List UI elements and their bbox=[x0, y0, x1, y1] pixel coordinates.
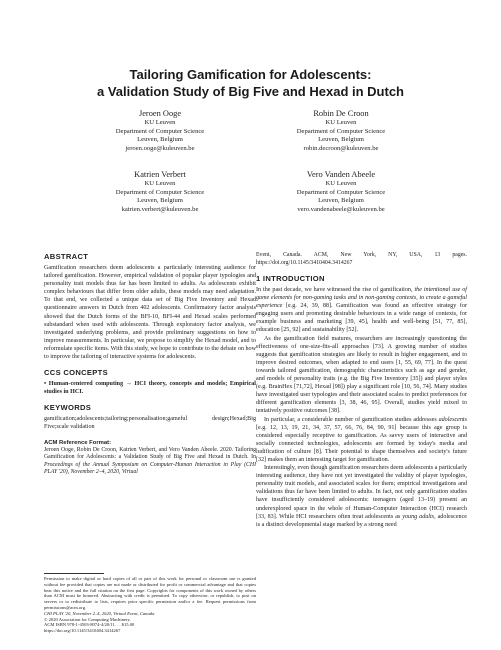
author-name: Katrien Verbert bbox=[134, 170, 186, 179]
abstract-heading: ABSTRACT bbox=[44, 252, 89, 261]
intro-p1-emphasis: the intentional use of game elements for non-gaming tasks and in non-gaming contexts, to create a gameful experience bbox=[256, 287, 467, 310]
author-email[interactable]: vero.vandenabeele@kuleuven.be bbox=[297, 205, 385, 213]
acm-reference-text bbox=[44, 447, 256, 477]
author-affiliation: KU Leuven bbox=[144, 119, 176, 126]
author-department: Department of Computer Science bbox=[115, 127, 205, 135]
author-affiliation: KU Leuven bbox=[144, 180, 176, 187]
author-email[interactable]: katrien.verbert@kuleuven.be bbox=[121, 205, 199, 213]
author-name: Vero Vanden Abeele bbox=[306, 170, 376, 179]
intro-p3-text-cont: [e.g. 12, 13, 19, 21, 34, 37, 57, 66, 76, 84, 90, 91] because this age group is considered especially receptive to gamification. As savvy users of interactive and socially connected technologies, adolescents are formed by today's media and ludification of culture [8]. Their potential to shape themselves and society's future [32] makes them an interesting target for gamification. bbox=[256, 424, 467, 463]
author-block-4 bbox=[251, 169, 431, 214]
author-affiliation: KU Leuven bbox=[325, 119, 357, 126]
intro-p3-text: In particular, a considerable number of gamification studies addresses bbox=[264, 416, 439, 423]
author-block-1 bbox=[70, 108, 250, 153]
intro-p1-text-cont: [e.g. 24, 39, 88]. Gamification was found an effective strategy for engaging users and promoting desirable behaviours in a wide range of contexts, for example business and marketing [39, 45], health and well-being [51, 77, 85], education [25, 92] and sustainability [52]. bbox=[256, 303, 467, 334]
title-line-2: a Validation Study of Big Five and Hexad in Dutch bbox=[97, 84, 404, 99]
intro-paragraph-1 bbox=[256, 286, 467, 335]
permission-venue: CHI PLAY '20, November 2–4, 2020, Virtual Event, Canada bbox=[44, 610, 155, 616]
introduction-heading: 1 INTRODUCTION bbox=[256, 274, 325, 283]
keywords-heading: KEYWORDS bbox=[44, 403, 92, 413]
permission-isbn: ACM ISBN 978-1-4503-8074-4/20/11. . . $15.00 bbox=[44, 622, 135, 628]
intro-p4-text-cont: , adolescence is a distinct developmental stage marked by a strong need bbox=[256, 513, 467, 528]
title-line-1: Tailoring Gamification for Adolescents: bbox=[129, 67, 372, 82]
author-department: Department of Computer Science bbox=[296, 188, 386, 196]
author-block-2 bbox=[251, 108, 431, 153]
author-location: Leuven, Belgium bbox=[137, 136, 183, 144]
intro-p4-text: Interestingly, even though gamification researchers deem adolescents a particularly interesting audience, they have not yet investigated the validity of player typologies, personality trait models, and associated scales for them; empirical investigations and validations thus far have been limited to adults. In fact, not only gamification studies have insufficiently considered adolescents: teenagers (aged 13–19) present an underexplored space in the whole of Human-Computer Interaction (HCI) research [33, 83]. While HCI researchers often treat adolescents as bbox=[256, 465, 467, 520]
author-department: Department of Computer Science bbox=[115, 188, 205, 196]
author-location: Leuven, Belgium bbox=[137, 197, 183, 205]
keywords-text: gamification;adolescents;tailoring;personalisation;gameful design;Hexad;Big Five;scale validation bbox=[44, 416, 256, 431]
acm-reference-authors: Jeroen Ooge, Robin De Croon, Katrien Verbert, and Vero Vanden Abeele. 2020. Tailoring Gamification for Adolescents: a Validation Study of Big Five and Hexad in Dutch. In bbox=[44, 446, 256, 460]
left-column bbox=[44, 252, 256, 477]
author-email[interactable]: robin.decroon@kuleuven.be bbox=[303, 144, 379, 152]
author-name: Robin De Croon bbox=[313, 109, 369, 118]
intro-paragraph-3 bbox=[256, 416, 467, 465]
permission-doi[interactable]: https://doi.org/10.1145/3410404.3414267 bbox=[44, 628, 121, 634]
author-location: Leuven, Belgium bbox=[318, 197, 364, 205]
ccs-heading: CCS CONCEPTS bbox=[44, 368, 108, 378]
permission-copyright: © 2020 Association for Computing Machinery. bbox=[44, 616, 131, 622]
permission-block bbox=[44, 573, 256, 634]
intro-paragraph-4 bbox=[256, 464, 467, 529]
permission-text: Permission to make digital or hard copies of all or part of this work for personal or classroom use is granted without fee provided that copies are not made or distributed for profit or commercial advantage and that copies bear this notice and the full citation on the first page. Copyrights for components of this work owned by others than ACM must be honored. Abstracting with credit is permitted. To copy otherwise, or republish, to post on servers or to redistribute to lists, requires prior specific permission and/or a fee. Request permissions from permissions@acm.org. bbox=[44, 576, 256, 610]
author-affiliation: KU Leuven bbox=[325, 180, 357, 187]
acm-reference-continued: Event, Canada. ACM, New York, NY, USA, 13 pages. https://doi.org/10.1145/3410404.3414267 bbox=[256, 252, 467, 266]
author-department: Department of Computer Science bbox=[296, 127, 386, 135]
author-email[interactable]: jeroen.ooge@kuleuven.be bbox=[125, 144, 195, 152]
intro-p4-emphasis: young adults bbox=[402, 513, 435, 520]
author-location: Leuven, Belgium bbox=[318, 136, 364, 144]
author-name: Jeroen Ooge bbox=[138, 109, 182, 118]
ccs-text: • Human-centered computing → HCI theory, concepts and models; Empirical studies in HCI. bbox=[44, 381, 256, 396]
abstract-text: Gamification researchers deem adolescents a particularly interesting audience for tailored gamification. However, empirical validation of popular player typologies and personality trait models thus far has been limited to adults. As adolescents exhibit complex behaviours that differ from older adults, these models may need adaptation. To that end, we collected a unique data set of Big Five Inventory and Hexad questionnaire answers in Dutch from 402 adolescents. Confirmatory factor analysis showed that the Dutch forms of the BFI-10, BFI-44 and Hexad scales performed substandard when used with adolescents. Through exploratory factor analysis, we investigated underlying problems, and provide preliminary suggestions on how to improve measurements. In particular, we propose to simplify the Hexad model, and to reformulate specific items. With this study, we hope to contribute to the debate on how to improve the tailoring of interactive systems for adolescents. bbox=[44, 265, 256, 361]
paper-title bbox=[0, 66, 501, 100]
intro-p1-text: In the past decade, we have witnessed the rise of gamification, bbox=[256, 287, 415, 293]
acm-reference-heading: ACM Reference Format: bbox=[44, 439, 112, 446]
footnote-rule bbox=[44, 573, 104, 574]
author-block-3 bbox=[70, 169, 250, 214]
acm-reference-venue: Proceedings of the Annual Symposium on Computer-Human Interaction in Play (CHI PLAY '20), November 2–4, 2020, Virtual bbox=[44, 461, 256, 475]
right-column bbox=[256, 252, 467, 529]
intro-paragraph-2: As the gamification field matures, researchers are increasingly questioning the effectiveness of one-size-fits-all approaches [73]. A growing number of studies suggests that gamification strategies are likely to result in higher engagement, and to improve desired outcomes, when adapted to end users [1, 55, 69, 77]. In the quest towards tailored gamification, demographic characteristics such as age and gender, and models of personality traits (e.g. the Big Five Inventory [35]) and player styles (e.g. BrainHex [71,72], Hexad [98]) play a significant role [10, 56, 74]. Many studies have investigated user typologies and their associated scales to predict preferences for different gamification elements [3, 38, 46, 95]. Overall, studies yield mixed to tentatively positive outcomes [38]. bbox=[256, 335, 467, 415]
intro-p3-emphasis: adolescents bbox=[438, 416, 467, 423]
